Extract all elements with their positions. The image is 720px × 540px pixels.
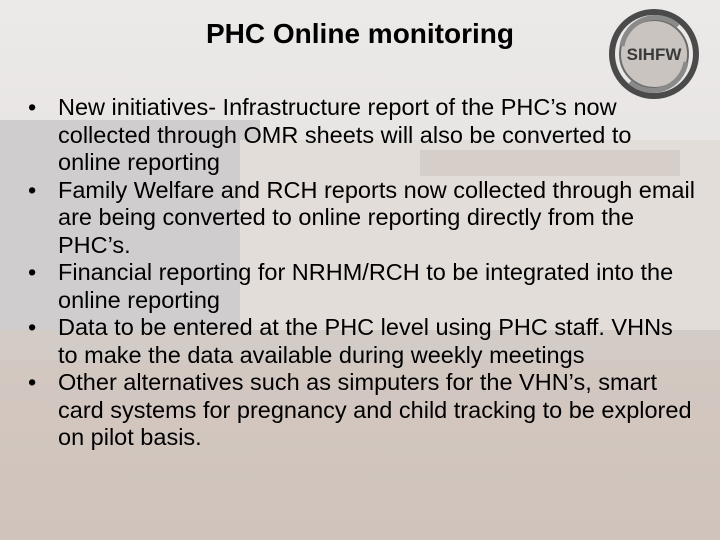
bullet-text: Family Welfare and RCH reports now collected through email are being converted to online reporting directly from the PHC’s. (58, 176, 695, 258)
bullet-item (28, 259, 698, 314)
bullet-dot: • (28, 259, 37, 285)
bullet-dot: • (28, 369, 37, 395)
bullet-text: New initiatives- Infrastructure report of the PHC’s now collected through OMR sheets will also be converted to online reporting (58, 94, 632, 175)
bullet-text: Other alternatives such as simputers for the VHN’s, smart card systems for pregnancy and child tracking to be explored on pilot basis. (58, 369, 692, 450)
svg-text:SIHFW: SIHFW (626, 45, 682, 64)
bullet-item (28, 177, 698, 260)
bullet-dot: • (28, 176, 37, 203)
slide-title: PHC Online monitoring (206, 18, 514, 49)
bullet-item (28, 314, 698, 369)
bullet-text: Data to be entered at the PHC level using PHC staff. VHNs to make the data available during weekly meetings (58, 314, 673, 368)
bullet-text: Financial reporting for NRHM/RCH to be integrated into the online reporting (58, 259, 674, 313)
sihfw-logo (608, 8, 700, 100)
bullet-dot: • (28, 94, 37, 120)
bullet-item (28, 94, 698, 177)
bullet-item (28, 369, 698, 452)
bullet-dot: • (28, 314, 37, 340)
bullet-list (28, 94, 698, 452)
